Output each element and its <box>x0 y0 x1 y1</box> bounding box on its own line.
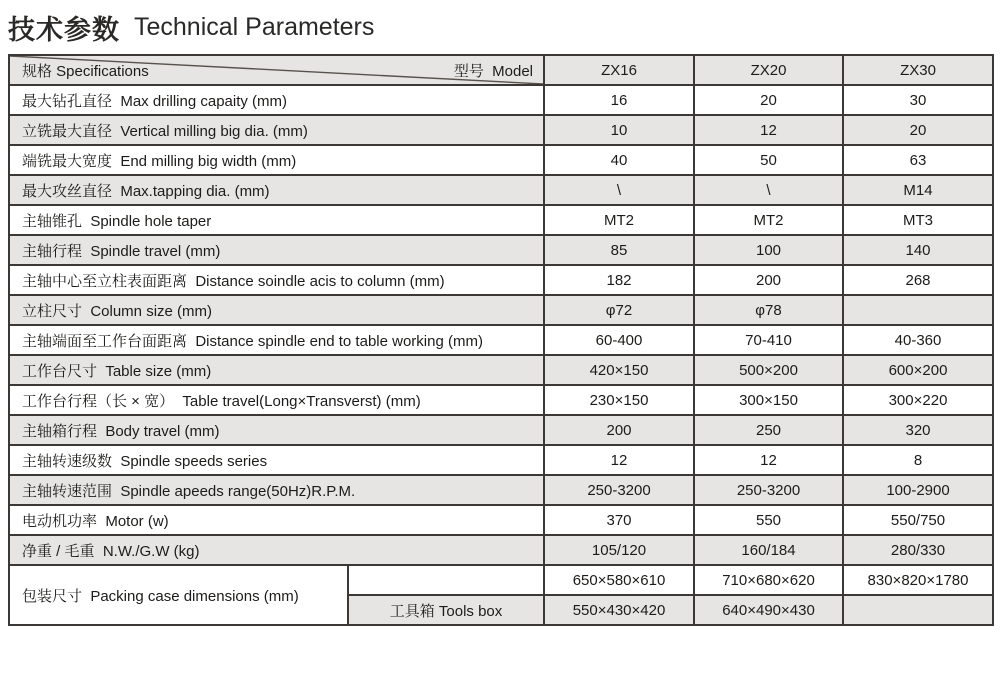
model-header-zx30: ZX30 <box>843 55 993 85</box>
packing-value-cell: 550×430×420 <box>544 595 694 625</box>
packing-value-cell: 640×490×430 <box>694 595 843 625</box>
spec-value-cell: 200 <box>694 265 843 295</box>
spec-value-cell: 182 <box>544 265 694 295</box>
spec-row-label: 主轴端面至工作台面距离 Distance spindle end to table working (mm) <box>9 325 544 355</box>
spec-value-cell: 300×220 <box>843 385 993 415</box>
spec-row-label: 端铣最大宽度 End milling big width (mm) <box>9 145 544 175</box>
spec-value-cell: \ <box>694 175 843 205</box>
spec-value-cell: 370 <box>544 505 694 535</box>
spec-value-cell: 300×150 <box>694 385 843 415</box>
spec-value-cell: 20 <box>694 85 843 115</box>
spec-value-cell: 10 <box>544 115 694 145</box>
spec-value-cell: 600×200 <box>843 355 993 385</box>
spec-row-label: 工作台尺寸 Table size (mm) <box>9 355 544 385</box>
spec-value-cell: MT2 <box>544 205 694 235</box>
packing-value-cell: 650×580×610 <box>544 565 694 595</box>
row-header-label: 规格 Specifications <box>22 62 149 80</box>
packing-sub-empty <box>348 565 544 595</box>
spec-row <box>9 325 993 355</box>
spec-value-cell: 250 <box>694 415 843 445</box>
packing-row-machine <box>9 565 993 595</box>
header-row <box>9 55 993 85</box>
spec-value-cell: 550/750 <box>843 505 993 535</box>
spec-value-cell: 30 <box>843 85 993 115</box>
spec-row <box>9 445 993 475</box>
page-title-chinese: 技术参数 <box>8 14 120 45</box>
spec-value-cell: 60-400 <box>544 325 694 355</box>
spec-value-cell: 85 <box>544 235 694 265</box>
spec-row-label: 电动机功率 Motor (w) <box>9 505 544 535</box>
spec-row-label: 立柱尺寸 Column size (mm) <box>9 295 544 325</box>
spec-value-cell: 230×150 <box>544 385 694 415</box>
spec-row-label: 主轴转速范围 Spindle apeeds range(50Hz)R.P.M. <box>9 475 544 505</box>
spec-value-cell: 100 <box>694 235 843 265</box>
spec-row <box>9 175 993 205</box>
spec-value-cell: 160/184 <box>694 535 843 565</box>
spec-value-cell: 8 <box>843 445 993 475</box>
spec-row <box>9 475 993 505</box>
packing-value-cell <box>843 595 993 625</box>
spec-value-cell: 280/330 <box>843 535 993 565</box>
spec-row <box>9 235 993 265</box>
spec-row-label: 主轴行程 Spindle travel (mm) <box>9 235 544 265</box>
spec-value-cell: 420×150 <box>544 355 694 385</box>
spec-row-label: 净重 / 毛重 N.W./G.W (kg) <box>9 535 544 565</box>
spec-value-cell: 12 <box>544 445 694 475</box>
spec-value-cell: 320 <box>843 415 993 445</box>
spec-row-label: 主轴锥孔 Spindle hole taper <box>9 205 544 235</box>
packing-sub-toolsbox: 工具箱 Tools box <box>348 595 544 625</box>
spec-value-cell: 12 <box>694 115 843 145</box>
spec-row-label: 主轴箱行程 Body travel (mm) <box>9 415 544 445</box>
spec-row <box>9 145 993 175</box>
page-title <box>8 9 1000 45</box>
spec-row-label: 立铣最大直径 Vertical milling big dia. (mm) <box>9 115 544 145</box>
spec-value-cell: 250-3200 <box>544 475 694 505</box>
spec-value-cell: φ72 <box>544 295 694 325</box>
spec-row <box>9 385 993 415</box>
spec-value-cell: 20 <box>843 115 993 145</box>
spec-value-cell: 100-2900 <box>843 475 993 505</box>
spec-row <box>9 415 993 445</box>
spec-value-cell: 550 <box>694 505 843 535</box>
spec-row-label: 主轴转速级数 Spindle speeds series <box>9 445 544 475</box>
page-title-english: Technical Parameters <box>134 12 375 41</box>
spec-value-cell: 63 <box>843 145 993 175</box>
packing-value-cell: 830×820×1780 <box>843 565 993 595</box>
spec-row <box>9 355 993 385</box>
col-header-label: 型号 Model <box>453 62 534 80</box>
spec-row-label: 最大攻丝直径 Max.tapping dia. (mm) <box>9 175 544 205</box>
corner-cell <box>9 55 544 85</box>
spec-row-label: 最大钻孔直径 Max drilling capaity (mm) <box>9 85 544 115</box>
spec-value-cell: 12 <box>694 445 843 475</box>
packing-label: 包装尺寸 Packing case dimensions (mm) <box>9 565 348 625</box>
spec-value-cell: 140 <box>843 235 993 265</box>
spec-value-cell: 200 <box>544 415 694 445</box>
model-header-zx16: ZX16 <box>544 55 694 85</box>
spec-row <box>9 535 993 565</box>
spec-value-cell: 70-410 <box>694 325 843 355</box>
spec-row <box>9 505 993 535</box>
spec-value-cell: 105/120 <box>544 535 694 565</box>
spec-row <box>9 295 993 325</box>
catalog-page <box>0 9 1000 683</box>
technical-parameters-table <box>8 54 994 626</box>
spec-row <box>9 115 993 145</box>
spec-value-cell: 40 <box>544 145 694 175</box>
spec-value-cell: φ78 <box>694 295 843 325</box>
spec-value-cell: MT3 <box>843 205 993 235</box>
spec-value-cell <box>843 295 993 325</box>
spec-row-label: 工作台行程（长 × 宽） Table travel(Long×Transverst) (mm) <box>9 385 544 415</box>
spec-value-cell: 16 <box>544 85 694 115</box>
spec-value-cell: M14 <box>843 175 993 205</box>
spec-value-cell: 40-360 <box>843 325 993 355</box>
spec-row-label: 主轴中心至立柱表面距离 Distance soindle acis to column (mm) <box>9 265 544 295</box>
packing-value-cell: 710×680×620 <box>694 565 843 595</box>
spec-row <box>9 265 993 295</box>
spec-value-cell: \ <box>544 175 694 205</box>
spec-value-cell: 50 <box>694 145 843 175</box>
spec-value-cell: 500×200 <box>694 355 843 385</box>
spec-value-cell: 250-3200 <box>694 475 843 505</box>
spec-row <box>9 205 993 235</box>
spec-value-cell: MT2 <box>694 205 843 235</box>
spec-value-cell: 268 <box>843 265 993 295</box>
spec-row <box>9 85 993 115</box>
model-header-zx20: ZX20 <box>694 55 843 85</box>
